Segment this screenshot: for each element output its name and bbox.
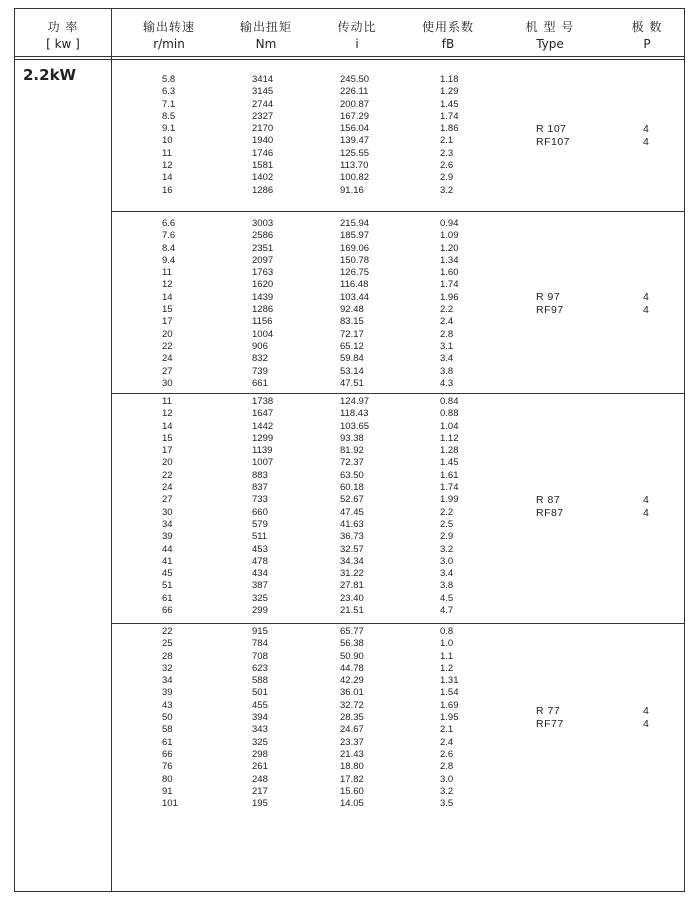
header-ratio-en: i [355, 37, 359, 51]
torque-cell: 343 [252, 724, 268, 736]
pole-count [643, 494, 649, 520]
factor-cell: 2.9 [440, 531, 454, 543]
pole-value: 4 [643, 135, 649, 148]
speed-cell: 6.3 [162, 86, 176, 98]
torque-cell: 832 [252, 353, 268, 365]
ratio-cell: 42.29 [340, 675, 364, 687]
ratio-cell: 156.04 [340, 123, 370, 135]
ratio-cell: 31.22 [340, 568, 364, 580]
spec-table [14, 8, 685, 892]
factor-column [440, 218, 459, 390]
speed-cell: 45 [162, 568, 173, 580]
ratio-cell: 27.81 [340, 580, 364, 592]
factor-cell: 3.2 [440, 785, 454, 797]
header-power-en: [ kw ] [46, 37, 80, 51]
pole-value: 4 [643, 304, 649, 317]
ratio-column [340, 218, 369, 390]
speed-cell: 14 [162, 291, 173, 303]
factor-cell: 1.69 [440, 699, 459, 711]
factor-cell: 3.2 [440, 543, 454, 555]
torque-cell: 3003 [252, 218, 274, 229]
speed-cell: 17 [162, 445, 173, 457]
factor-cell: 1.74 [440, 482, 459, 494]
speed-column [162, 218, 175, 390]
ratio-cell: 72.17 [340, 328, 364, 340]
factor-cell: 4.5 [440, 592, 454, 604]
speed-cell: 11 [162, 147, 172, 159]
torque-cell: 1286 [252, 184, 274, 196]
model-type-r: R 107 [536, 122, 567, 135]
ratio-cell: 59.84 [340, 353, 364, 365]
factor-cell: 1.28 [440, 445, 459, 457]
factor-cell: 4.7 [440, 605, 454, 617]
speed-cell: 34 [162, 675, 173, 687]
torque-cell: 1007 [252, 457, 274, 469]
header-speed-zh: 输出转速 [142, 20, 195, 34]
torque-cell: 660 [252, 506, 268, 518]
speed-column [162, 626, 178, 810]
factor-cell: 3.8 [440, 580, 454, 592]
speed-cell: 7.6 [162, 230, 176, 242]
header-speed-en: r/min [153, 37, 185, 51]
speed-cell: 22 [162, 469, 173, 481]
ratio-cell: 226.11 [340, 86, 369, 98]
ratio-cell: 24.67 [340, 724, 364, 736]
speed-cell: 66 [162, 748, 173, 760]
speed-cell: 27 [162, 365, 173, 377]
speed-cell: 7.1 [162, 98, 176, 110]
torque-cell: 195 [252, 798, 268, 810]
speed-cell: 58 [162, 724, 173, 736]
ratio-cell: 167.29 [340, 110, 370, 122]
torque-cell: 3414 [252, 74, 274, 85]
ratio-cell: 113.70 [340, 160, 369, 172]
speed-cell: 12 [162, 408, 173, 420]
ratio-cell: 21.43 [340, 748, 364, 760]
ratio-cell: 103.44 [340, 291, 370, 303]
ratio-cell: 41.63 [340, 518, 364, 530]
factor-cell: 1.95 [440, 712, 459, 724]
model-type [536, 291, 564, 317]
ratio-cell: 169.06 [340, 242, 370, 254]
speed-cell: 14 [162, 172, 173, 184]
ratio-cell: 200.87 [340, 98, 370, 110]
torque-cell: 623 [252, 662, 268, 674]
factor-cell: 1.86 [440, 123, 459, 135]
factor-cell: 1.54 [440, 687, 459, 699]
ratio-cell: 36.73 [340, 531, 364, 543]
torque-cell: 733 [252, 494, 268, 506]
header-poles-en: P [643, 37, 651, 51]
torque-cell: 1004 [252, 328, 274, 340]
factor-cell: 1.1 [440, 650, 454, 662]
header-poles-zh: 极 数 [631, 20, 663, 34]
pole-count [643, 123, 649, 149]
header-divider-double [15, 59, 684, 60]
torque-cell: 1439 [252, 291, 274, 303]
ratio-cell: 50.90 [340, 650, 364, 662]
speed-cell: 32 [162, 662, 173, 674]
ratio-cell: 36.01 [340, 687, 364, 699]
torque-cell: 1286 [252, 304, 274, 316]
ratio-cell: 21.51 [340, 605, 364, 617]
speed-cell: 30 [162, 506, 173, 518]
speed-cell: 25 [162, 638, 173, 650]
torque-cell: 588 [252, 675, 268, 687]
ratio-cell: 17.82 [340, 773, 364, 785]
torque-cell: 478 [252, 555, 268, 567]
ratio-cell: 53.14 [340, 365, 364, 377]
factor-cell: 1.20 [440, 242, 459, 254]
speed-cell: 101 [162, 798, 178, 810]
factor-cell: 1.74 [440, 279, 459, 291]
factor-cell: 1.99 [440, 494, 459, 506]
speed-cell: 16 [162, 184, 173, 196]
speed-cell: 20 [162, 328, 173, 340]
ratio-cell: 32.57 [340, 543, 364, 555]
ratio-cell: 185.97 [340, 230, 370, 242]
speed-cell: 9.4 [162, 254, 176, 266]
pole-value: 4 [643, 705, 649, 718]
speed-cell: 11 [162, 267, 172, 279]
speed-column [162, 74, 175, 197]
ratio-cell: 91.16 [340, 184, 364, 196]
torque-cell: 784 [252, 638, 268, 650]
ratio-cell: 215.94 [340, 218, 370, 229]
speed-cell: 30 [162, 377, 173, 389]
speed-cell: 12 [162, 279, 173, 291]
speed-cell: 11 [162, 396, 172, 407]
torque-cell: 501 [252, 687, 268, 699]
header-factor-en: fB [441, 37, 455, 51]
speed-cell: 44 [162, 543, 173, 555]
factor-cell: 0.88 [440, 408, 459, 420]
factor-column [440, 396, 459, 617]
header-type-en: Type [536, 37, 564, 51]
pole-count [643, 291, 649, 317]
torque-cell: 434 [252, 568, 268, 580]
ratio-cell: 14.05 [340, 798, 364, 810]
factor-cell: 2.8 [440, 761, 454, 773]
pole-value: 4 [643, 506, 649, 519]
factor-cell: 2.1 [440, 135, 454, 147]
factor-cell: 2.5 [440, 518, 454, 530]
torque-column [252, 626, 268, 810]
pole-value: 4 [643, 718, 649, 731]
torque-cell: 837 [252, 482, 268, 494]
table-header [15, 9, 684, 56]
factor-cell: 1.2 [440, 662, 454, 674]
ratio-cell: 118.43 [340, 408, 369, 420]
torque-cell: 708 [252, 650, 268, 662]
torque-cell: 915 [252, 626, 268, 637]
torque-cell: 2097 [252, 254, 274, 266]
ratio-cell: 100.82 [340, 172, 370, 184]
pole-value: 4 [643, 493, 649, 506]
speed-cell: 20 [162, 457, 173, 469]
ratio-cell: 81.92 [340, 445, 364, 457]
ratio-column [340, 396, 369, 617]
header-factor-zh: 使用系数 [421, 20, 474, 34]
torque-cell: 325 [252, 736, 268, 748]
torque-cell: 2586 [252, 230, 274, 242]
ratio-cell: 56.38 [340, 638, 364, 650]
speed-cell: 76 [162, 761, 173, 773]
speed-column [162, 396, 173, 617]
ratio-cell: 116.48 [340, 279, 369, 291]
ratio-cell: 65.12 [340, 340, 364, 352]
factor-cell: 1.29 [440, 86, 459, 98]
pole-count [643, 705, 649, 731]
factor-cell: 3.8 [440, 365, 454, 377]
speed-cell: 9.1 [162, 123, 176, 135]
ratio-cell: 15.60 [340, 785, 364, 797]
ratio-column [340, 74, 369, 197]
torque-cell: 2351 [252, 242, 274, 254]
speed-cell: 8.5 [162, 110, 176, 122]
torque-cell: 1299 [252, 432, 274, 444]
header-torque-zh: 输出扭矩 [239, 20, 292, 34]
model-type-r: R 77 [536, 705, 561, 718]
pole-value: 4 [643, 291, 649, 304]
ratio-cell: 23.40 [340, 592, 364, 604]
torque-cell: 1647 [252, 408, 274, 420]
ratio-cell: 93.38 [340, 432, 364, 444]
ratio-cell: 52.67 [340, 494, 364, 506]
model-type-rf: RF97 [536, 304, 564, 317]
factor-cell: 3.0 [440, 773, 454, 785]
factor-cell: 1.04 [440, 420, 459, 432]
factor-cell: 2.2 [440, 304, 454, 316]
factor-cell: 1.0 [440, 638, 454, 650]
torque-cell: 2744 [252, 98, 274, 110]
speed-cell: 43 [162, 699, 173, 711]
ratio-cell: 63.50 [340, 469, 364, 481]
factor-cell: 2.1 [440, 724, 454, 736]
ratio-cell: 125.55 [340, 147, 370, 159]
speed-cell: 80 [162, 773, 173, 785]
speed-cell: 15 [162, 304, 173, 316]
speed-cell: 50 [162, 712, 173, 724]
header-type-zh: 机 型 号 [525, 20, 575, 34]
factor-cell: 2.8 [440, 328, 454, 340]
ratio-cell: 139.47 [340, 135, 370, 147]
speed-cell: 22 [162, 626, 173, 637]
ratio-cell: 23.37 [340, 736, 364, 748]
torque-cell: 511 [252, 531, 268, 543]
torque-cell: 298 [252, 748, 268, 760]
torque-cell: 1738 [252, 396, 274, 407]
speed-cell: 34 [162, 518, 173, 530]
factor-column [440, 626, 459, 810]
factor-cell: 1.31 [440, 675, 459, 687]
speed-cell: 24 [162, 353, 173, 365]
speed-cell: 14 [162, 420, 173, 432]
factor-cell: 2.6 [440, 748, 454, 760]
torque-cell: 579 [252, 518, 268, 530]
speed-cell: 5.8 [162, 74, 176, 85]
factor-cell: 3.4 [440, 568, 454, 580]
ratio-cell: 18.80 [340, 761, 364, 773]
torque-column [252, 396, 273, 617]
torque-column [252, 74, 273, 197]
factor-cell: 1.34 [440, 254, 459, 266]
factor-cell: 1.45 [440, 98, 459, 110]
model-type-r: R 97 [536, 291, 561, 304]
factor-cell: 4.3 [440, 377, 454, 389]
factor-cell: 1.45 [440, 457, 459, 469]
factor-cell: 0.8 [440, 626, 454, 637]
torque-cell: 739 [252, 365, 268, 377]
speed-cell: 10 [162, 135, 173, 147]
torque-cell: 1940 [252, 135, 274, 147]
torque-cell: 1402 [252, 172, 274, 184]
ratio-cell: 150.78 [340, 254, 370, 266]
factor-cell: 0.94 [440, 218, 459, 229]
torque-column [252, 218, 273, 390]
header-power-zh: 功 率 [47, 20, 79, 34]
factor-cell: 0.84 [440, 396, 459, 407]
ratio-cell: 28.35 [340, 712, 364, 724]
torque-cell: 261 [252, 761, 268, 773]
model-type-rf: RF87 [536, 506, 564, 519]
speed-cell: 51 [162, 580, 173, 592]
torque-cell: 1581 [252, 160, 274, 172]
speed-cell: 61 [162, 592, 173, 604]
header-divider [15, 56, 684, 57]
speed-cell: 8.4 [162, 242, 176, 254]
model-type-r: R 87 [536, 493, 561, 506]
factor-cell: 2.4 [440, 736, 454, 748]
speed-cell: 61 [162, 736, 173, 748]
ratio-cell: 124.97 [340, 396, 370, 407]
ratio-cell: 103.65 [340, 420, 370, 432]
ratio-column [340, 626, 364, 810]
model-type-rf: RF77 [536, 718, 564, 731]
torque-cell: 2170 [252, 123, 274, 135]
torque-cell: 3145 [252, 86, 274, 98]
factor-cell: 3.5 [440, 798, 454, 810]
torque-cell: 906 [252, 340, 268, 352]
ratio-cell: 34.34 [340, 555, 364, 567]
group-separator [112, 393, 685, 394]
ratio-cell: 44.78 [340, 662, 364, 674]
torque-cell: 455 [252, 699, 268, 711]
torque-cell: 1620 [252, 279, 274, 291]
factor-cell: 1.74 [440, 110, 459, 122]
ratio-cell: 47.51 [340, 377, 364, 389]
ratio-cell: 72.37 [340, 457, 364, 469]
torque-cell: 453 [252, 543, 268, 555]
factor-cell: 2.3 [440, 147, 454, 159]
factor-cell: 3.0 [440, 555, 454, 567]
speed-cell: 17 [162, 316, 173, 328]
speed-cell: 15 [162, 432, 173, 444]
ratio-cell: 65.77 [340, 626, 364, 637]
ratio-cell: 32.72 [340, 699, 364, 711]
torque-cell: 1139 [252, 445, 273, 457]
model-type [536, 705, 564, 731]
torque-cell: 1442 [252, 420, 274, 432]
factor-cell: 1.61 [440, 469, 459, 481]
speed-cell: 24 [162, 482, 173, 494]
factor-cell: 1.18 [440, 74, 459, 85]
speed-cell: 6.6 [162, 218, 176, 229]
torque-cell: 1746 [252, 147, 274, 159]
speed-cell: 28 [162, 650, 173, 662]
ratio-cell: 92.48 [340, 304, 364, 316]
factor-cell: 3.2 [440, 184, 454, 196]
power-value: 2.2kW [23, 66, 77, 84]
model-type [536, 494, 564, 520]
header-ratio-zh: 传动比 [337, 20, 377, 34]
ratio-cell: 83.15 [340, 316, 364, 328]
speed-cell: 91 [162, 785, 173, 797]
factor-cell: 3.4 [440, 353, 454, 365]
ratio-cell: 60.18 [340, 482, 364, 494]
torque-cell: 661 [252, 377, 268, 389]
factor-cell: 2.2 [440, 506, 454, 518]
factor-column [440, 74, 459, 197]
speed-cell: 39 [162, 531, 173, 543]
group-separator [112, 623, 685, 624]
factor-cell: 1.96 [440, 291, 459, 303]
ratio-cell: 126.75 [340, 267, 370, 279]
factor-cell: 2.6 [440, 160, 454, 172]
factor-cell: 2.4 [440, 316, 454, 328]
speed-cell: 41 [162, 555, 173, 567]
header-torque-en: Nm [255, 37, 277, 51]
factor-cell: 1.12 [440, 432, 459, 444]
ratio-cell: 245.50 [340, 74, 370, 85]
speed-cell: 66 [162, 605, 173, 617]
ratio-cell: 47.45 [340, 506, 364, 518]
factor-cell: 2.9 [440, 172, 454, 184]
model-type [536, 123, 570, 149]
torque-cell: 299 [252, 605, 268, 617]
torque-cell: 248 [252, 773, 268, 785]
torque-cell: 1763 [252, 267, 274, 279]
torque-cell: 217 [252, 785, 268, 797]
factor-cell: 1.09 [440, 230, 459, 242]
torque-cell: 387 [252, 580, 268, 592]
factor-cell: 1.60 [440, 267, 459, 279]
speed-cell: 22 [162, 340, 173, 352]
column-divider [111, 9, 112, 891]
group-separator [112, 211, 685, 212]
speed-cell: 27 [162, 494, 173, 506]
torque-cell: 883 [252, 469, 268, 481]
torque-cell: 394 [252, 712, 268, 724]
model-type-rf: RF107 [536, 135, 571, 148]
torque-cell: 1156 [252, 316, 273, 328]
pole-value: 4 [643, 122, 649, 135]
factor-cell: 3.1 [440, 340, 454, 352]
torque-cell: 325 [252, 592, 268, 604]
speed-cell: 12 [162, 160, 173, 172]
speed-cell: 39 [162, 687, 173, 699]
torque-cell: 2327 [252, 110, 274, 122]
